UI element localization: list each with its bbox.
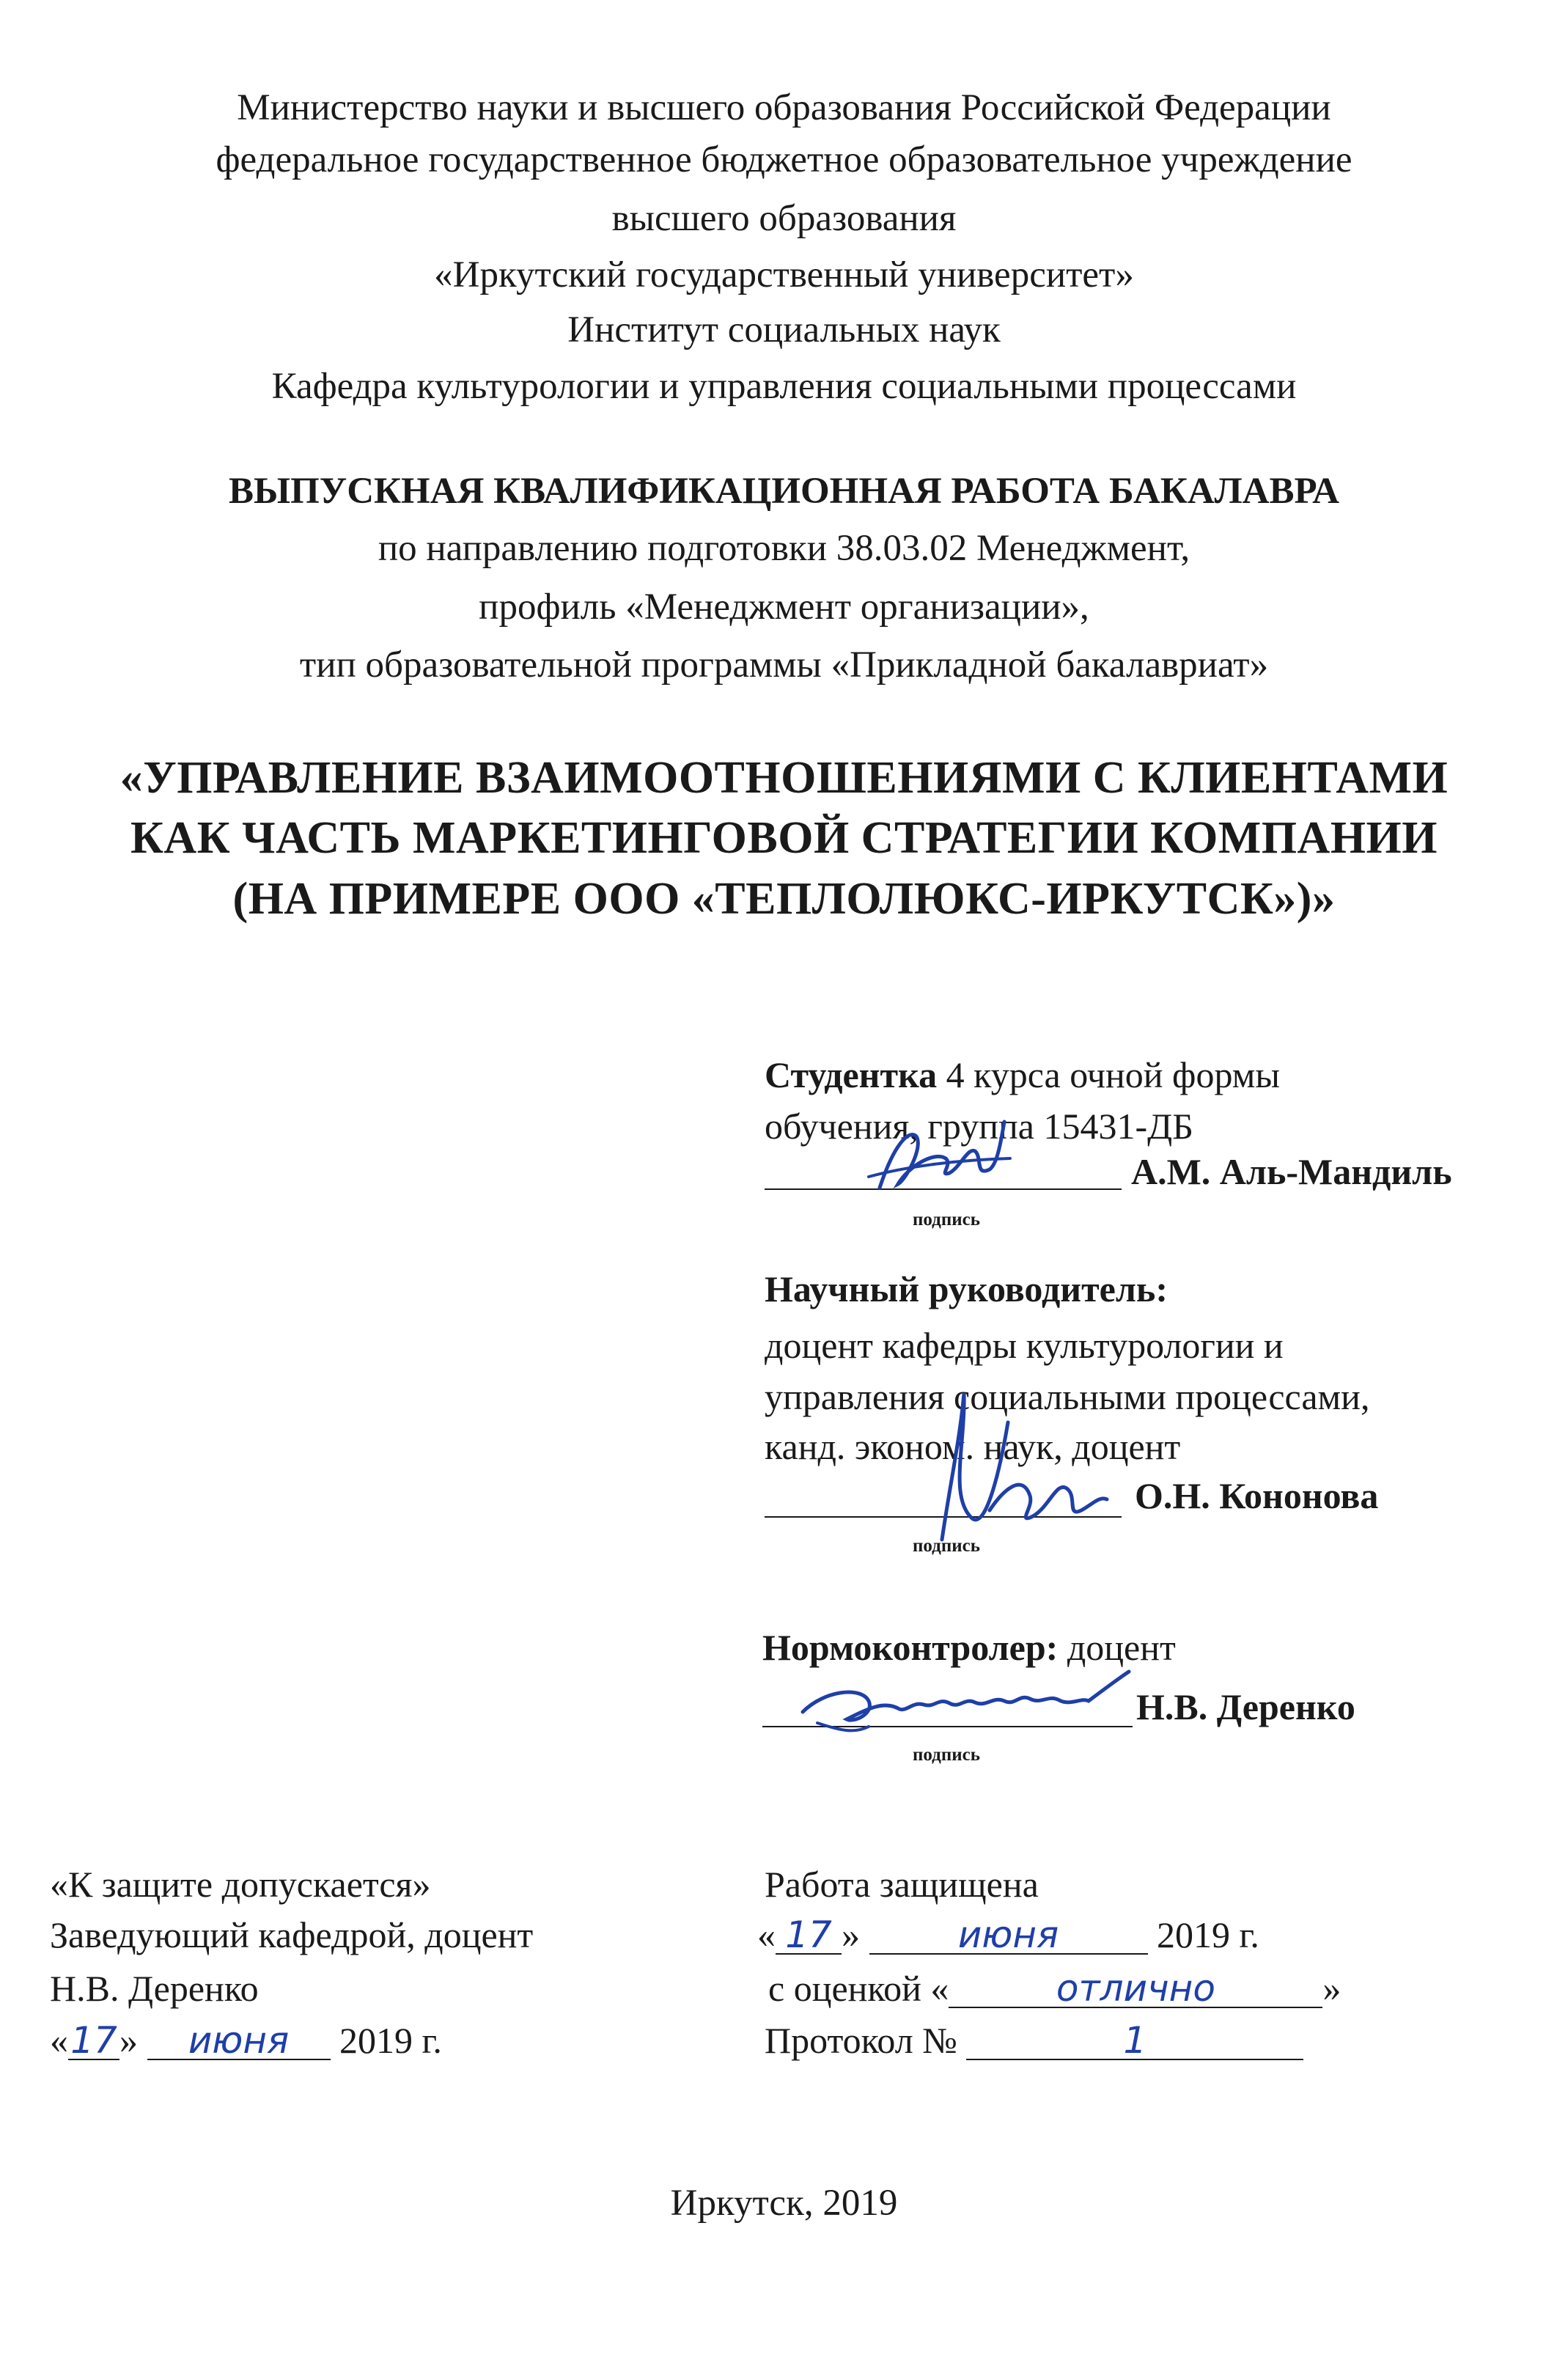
supervisor-line-1: доцент кафедры культурологии и bbox=[765, 1325, 1284, 1366]
normcontrol-signature bbox=[795, 1668, 1133, 1741]
admission-line-1: «К защите допускается» bbox=[50, 1864, 431, 1905]
admission-quote-close: » bbox=[119, 2020, 138, 2061]
direction-line: по направлению подготовки 38.03.02 Менеджмент, bbox=[378, 528, 1190, 569]
defense-protocol-number: 1 bbox=[966, 2022, 1303, 2060]
thesis-title-line-2: КАК ЧАСТЬ МАРКЕТИНГОВОЙ СТРАТЕГИИ КОМПАНИИ bbox=[130, 813, 1438, 863]
supervisor-signature-caption: подпись bbox=[913, 1536, 980, 1556]
defense-grade-prefix: с оценкой « bbox=[768, 1968, 949, 2009]
defense-quote-open: « bbox=[757, 1914, 776, 1955]
student-name: А.М. Аль-Мандиль bbox=[1131, 1151, 1452, 1192]
thesis-title-line-1: «УПРАВЛЕНИЕ ВЗАИМООТНОШЕНИЯМИ С КЛИЕНТАМИ bbox=[119, 753, 1449, 803]
institution-type-line: федеральное государственное бюджетное образовательное учреждение bbox=[216, 139, 1352, 180]
admission-day: 17 bbox=[68, 2022, 119, 2060]
defense-grade-suffix: » bbox=[1322, 1968, 1341, 2009]
defense-quote-close: » bbox=[842, 1914, 860, 1955]
supervisor-line-3: канд. эконом. наук, доцент bbox=[765, 1426, 1181, 1467]
supervisor-label: Научный руководитель: bbox=[765, 1268, 1168, 1309]
student-line-1 bbox=[765, 1056, 1280, 1093]
city-year: Иркутск, 2019 bbox=[670, 2183, 898, 2224]
defense-protocol-label: Протокол № bbox=[765, 2020, 957, 2061]
admission-month: июня bbox=[147, 2022, 331, 2060]
program-line: тип образовательной программы «Прикладной бакалавриат» bbox=[299, 644, 1269, 686]
student-group: обучения, группа 15431-ДБ bbox=[765, 1106, 1193, 1147]
ministry-line: Министерство науки и высшего образования Российской Федерации bbox=[237, 87, 1331, 128]
work-type-heading: ВЫПУСКНАЯ КВАЛИФИКАЦИОННАЯ РАБОТА БАКАЛАВРА bbox=[229, 471, 1339, 512]
admission-quote-open: « bbox=[50, 2020, 68, 2061]
defense-protocol bbox=[765, 2019, 1303, 2062]
defense-year: 2019 г. bbox=[1157, 1914, 1259, 1955]
admission-line-2: Заведующий кафедрой, доцент bbox=[50, 1914, 534, 1955]
student-label: Студентка bbox=[765, 1054, 938, 1095]
supervisor-line-2: управления социальными процессами, bbox=[765, 1376, 1370, 1417]
normcontrol-line bbox=[762, 1629, 1176, 1666]
defense-date bbox=[757, 1914, 1259, 1956]
supervisor-name: О.Н. Кононова bbox=[1135, 1475, 1379, 1516]
education-level-line: высшего образования bbox=[611, 198, 957, 239]
institute-line: Институт социальных наук bbox=[567, 309, 1001, 350]
normcontrol-label: Нормоконтролер: bbox=[762, 1627, 1059, 1668]
admission-year: 2019 г. bbox=[339, 2020, 442, 2061]
defense-month: июня bbox=[869, 1917, 1148, 1955]
student-signature bbox=[865, 1114, 1012, 1202]
normcontrol-name: Н.В. Деренко bbox=[1136, 1686, 1355, 1727]
thesis-title-line-3: (НА ПРИМЕРЕ ООО «ТЕПЛОЛЮКС-ИРКУТСК»)» bbox=[232, 874, 1336, 924]
student-course: 4 курса очной формы bbox=[937, 1054, 1280, 1095]
normcontrol-position: доцент bbox=[1058, 1627, 1176, 1668]
normcontrol-signature-caption: подпись bbox=[913, 1745, 980, 1765]
defense-grade-value: отлично bbox=[949, 1970, 1322, 2008]
department-line: Кафедра культурологии и управления социальными процессами bbox=[271, 366, 1297, 407]
defense-grade bbox=[768, 1967, 1341, 2010]
student-signature-caption: подпись bbox=[913, 1210, 980, 1230]
defense-line-1: Работа защищена bbox=[765, 1864, 1039, 1905]
defense-day: 17 bbox=[776, 1917, 842, 1955]
supervisor-signature bbox=[920, 1378, 1111, 1554]
admission-date bbox=[50, 2019, 442, 2062]
university-line: «Иркутский государственный университет» bbox=[434, 254, 1134, 295]
admission-line-3: Н.В. Деренко bbox=[50, 1968, 259, 2009]
profile-line: профиль «Менеджмент организации», bbox=[479, 587, 1089, 628]
